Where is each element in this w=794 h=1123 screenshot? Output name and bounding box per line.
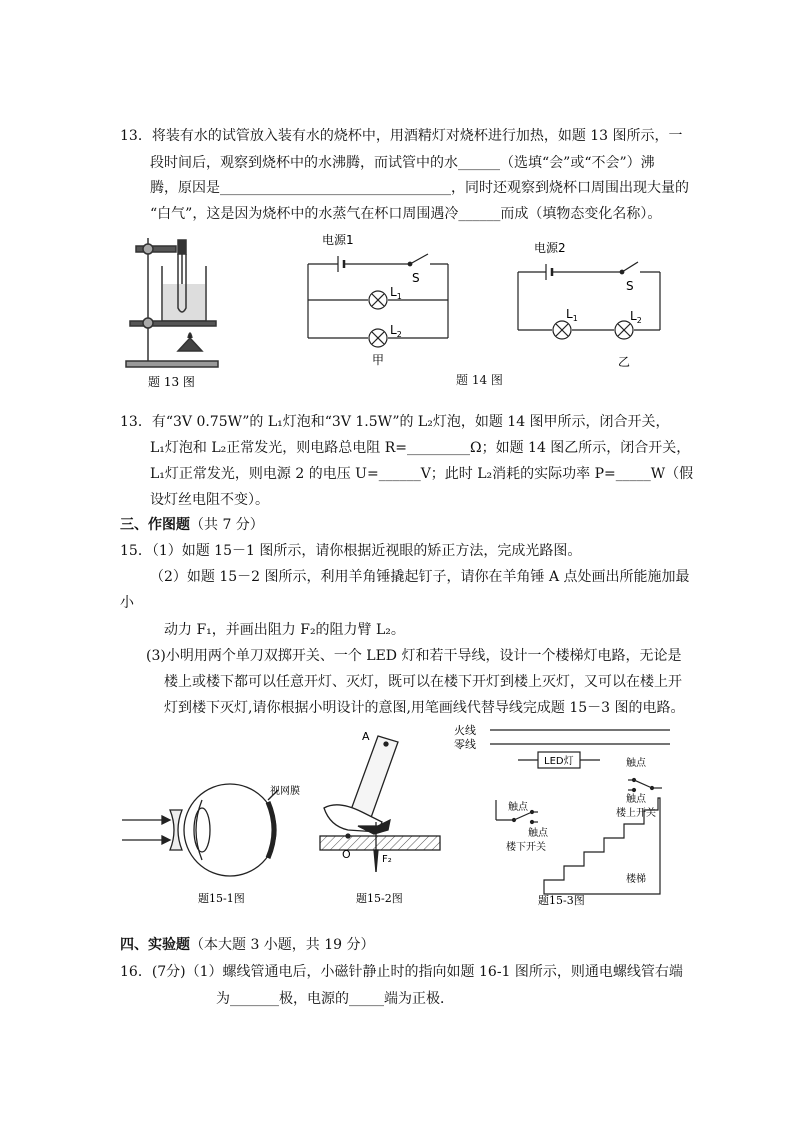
figure-15-3	[448, 722, 678, 910]
fig15-3-contact-up1: 触点	[626, 758, 646, 769]
fig15-3-contact-down1: 触点	[508, 802, 528, 813]
q13b-line4: 设灯丝电阻不变）。	[150, 492, 269, 508]
q15-line4: 动力 F₁，并画出阻力 F₂的阻力臂 L₂。	[164, 622, 405, 638]
q15-line5: (3)小明用两个单刀双掷开关、一个 LED 灯和若干导线，设计一个楼梯灯电路，无论是	[146, 648, 682, 664]
section-3-note: （共 7 分）	[190, 517, 264, 533]
fig15-3-stairs: 楼梯	[626, 874, 646, 885]
q13b-line2: L₁灯泡和 L₂正常发光，则电路总电阻 R=_________Ω；如题 14 图乙所示，闭合开关，	[150, 440, 691, 456]
q15-line6: 楼上或楼下都可以任意开灯、灭灯，既可以在楼下开灯到楼上灭灯，又可以在楼上开	[164, 674, 682, 690]
fig15-3-live: 火线	[454, 724, 476, 737]
fig15-2-point-o: O	[342, 848, 351, 861]
q13b-line1: 13．有“3V 0.75W”的 L₁灯泡和“3V 1.5W”的 L₂灯泡，如题 14 图甲所示，闭合开关，	[120, 414, 670, 430]
section-3-heading	[120, 515, 264, 535]
q15-line1: 15．（1）如题 15－1 图所示，请你根据近视眼的矫正方法，完成光路图。	[120, 543, 582, 559]
q15-line2: （2）如题 15－2 图所示，利用羊角锤撬起钉子，请你在羊角锤 A 点处画出所能施加最	[150, 569, 690, 585]
fig15-2-point-a: A	[362, 730, 370, 743]
fig14-jia-source: 电源1	[322, 233, 354, 247]
q13a-line2: 段时间后，观察到烧杯中的水沸腾，而试管中的水______（选填“会”或“不会”）沸	[150, 155, 655, 171]
q15-line3: 小	[120, 595, 134, 611]
fig15-2-caption: 题15-2图	[356, 892, 403, 905]
figure-15-1	[118, 780, 318, 910]
fig14-yi-lamp1: $L_1$	[566, 307, 578, 323]
fig14-caption-text: 题 14 图	[456, 373, 503, 387]
fig15-1-caption: 题15-1图	[198, 892, 245, 905]
q13a-line1: 13．将装有水的试管放入装有水的烧杯中，用酒精灯对烧杯进行加热，如题 13 图所示，一	[120, 128, 683, 144]
figure-15-2	[318, 726, 448, 910]
q15-line7: 灯到楼下灭灯,请你根据小明设计的意图,用笔画线代替导线完成题 15－3 图的电路。	[164, 700, 685, 716]
fig14-yi-label: 乙	[618, 355, 631, 369]
fig14-jia-lamp2: $L_2$	[390, 323, 402, 339]
fig14-jia-switch: S	[412, 271, 420, 285]
section-4-heading	[120, 935, 375, 955]
q16-line1: 16．(7分)（1）螺线管通电后，小磁针静止时的指向如题 16-1 图所示，则通电螺线管右端	[120, 964, 683, 980]
fig15-3-neutral: 零线	[454, 738, 476, 751]
fig14-jia-label: 甲	[372, 353, 385, 367]
fig14-yi-switch: S	[626, 279, 634, 293]
fig15-3-contact-up2: 触点	[626, 794, 646, 805]
q16-line2: 为_______极，电源的_____端为正极．	[216, 991, 454, 1007]
fig15-3-down-switch: 楼下开关	[506, 842, 546, 853]
fig14-jia-lamp1: $L_1$	[390, 285, 402, 301]
figure-13	[118, 226, 228, 394]
figure-14-yi	[510, 234, 670, 374]
fig14-yi-source: 电源2	[534, 241, 566, 255]
fig15-3-led: LED灯	[544, 756, 574, 767]
q13a-line4: “白气”，这是因为烧杯中的水蒸气在杯口周围遇冷______而成（填物态变化名称）。	[150, 206, 662, 222]
figure-14-jia	[300, 226, 460, 394]
section-4-title: 四、实验题	[120, 937, 190, 953]
q13b-line3: L₁灯正常发光，则电源 2 的电压 U=______V；此时 L₂消耗的实际功率 P=_____W（假	[150, 466, 694, 482]
q13a-line3: 腾，原因是_________________________________，同时还观察到烧杯口周围出现大量的	[150, 180, 689, 196]
fig15-3-contact-down2: 触点	[528, 828, 548, 839]
fig13-caption: 题 13 图	[148, 375, 195, 389]
fig15-2-f2: F₂	[382, 854, 392, 865]
fig15-3-caption: 题15-3图	[538, 894, 585, 907]
fig14-yi-lamp2: $L_2$	[630, 309, 642, 325]
section-3-title: 三、作图题	[120, 517, 190, 533]
section-4-note: （本大题 3 小题，共 19 分）	[190, 937, 375, 953]
fig15-1-retina: 视网膜	[270, 786, 300, 797]
fig15-3-up-switch: 楼上开关	[616, 808, 656, 819]
